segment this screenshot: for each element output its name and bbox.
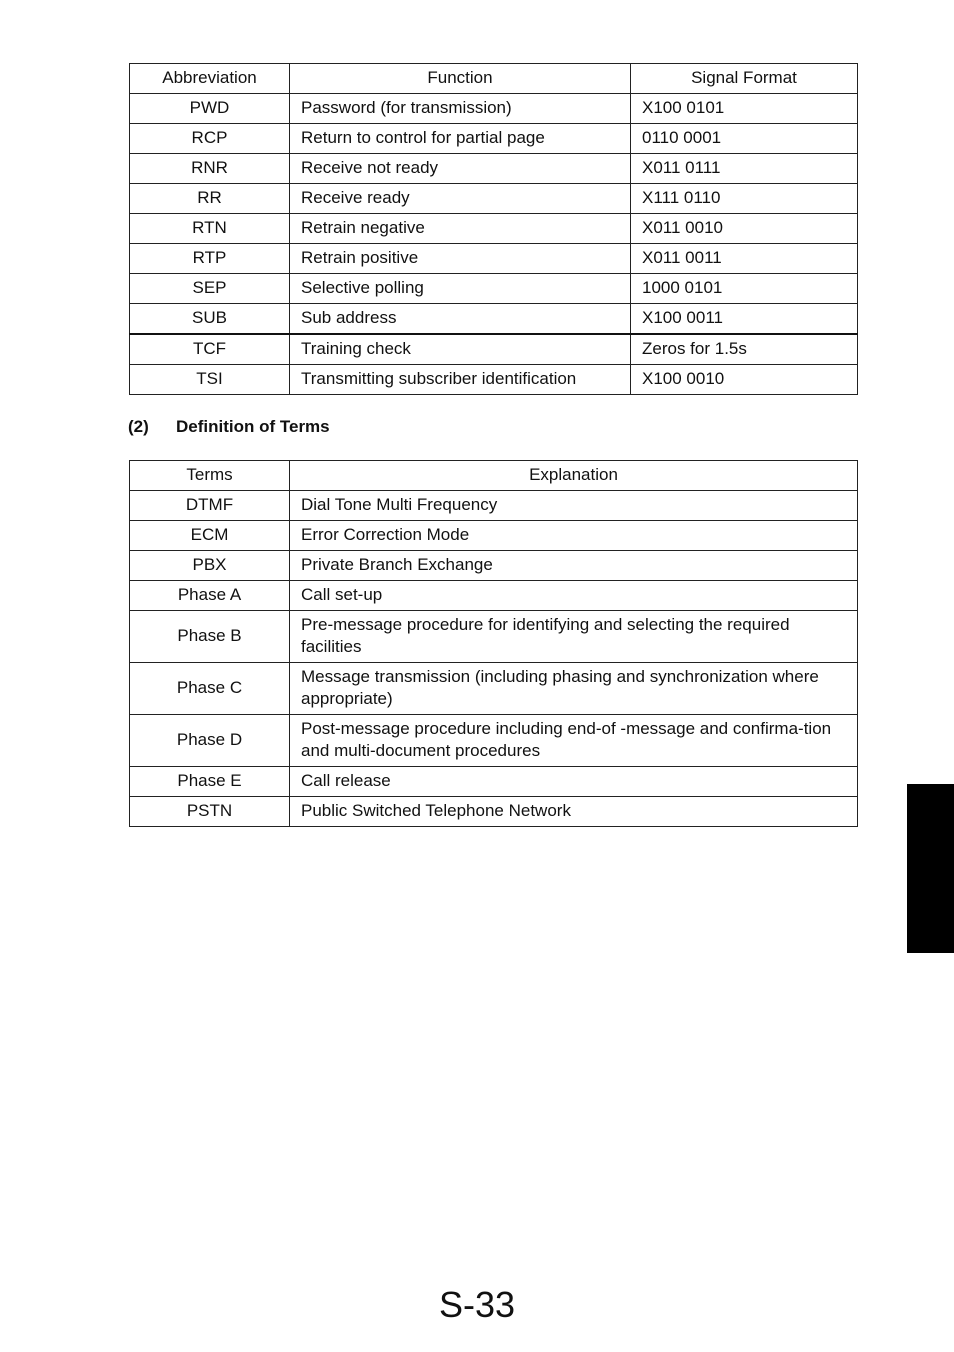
table-cell: 1000 0101 [631,274,858,304]
table-cell: Sub address [290,304,631,335]
table-row [130,94,858,124]
table-row [130,304,858,335]
table-cell: Call set-up [290,581,858,611]
table-cell: RNR [130,154,290,184]
column-header-signal-format: Signal Format [631,64,858,94]
table-row [130,767,858,797]
table-cell: X100 0101 [631,94,858,124]
table-cell: Receive ready [290,184,631,214]
column-header-explanation: Explanation [290,461,858,491]
abbreviation-table [129,63,858,395]
table-cell: RCP [130,124,290,154]
table-cell: Error Correction Mode [290,521,858,551]
table-cell: Public Switched Telephone Network [290,797,858,827]
terms-table [129,460,858,827]
table-cell: Phase D [130,715,290,767]
column-header-function: Function [290,64,631,94]
table-cell: DTMF [130,491,290,521]
table-row [130,244,858,274]
table-row [130,154,858,184]
table-row [130,124,858,154]
section-heading [128,417,330,437]
table-cell: Transmitting subscriber identification [290,365,631,395]
table-cell: Phase C [130,663,290,715]
section-tab-marker [907,784,954,953]
table-cell: ECM [130,521,290,551]
table-cell: PWD [130,94,290,124]
table-row [130,611,858,663]
table-cell: RTN [130,214,290,244]
table-cell: Retrain positive [290,244,631,274]
table-cell: Private Branch Exchange [290,551,858,581]
table-cell: Password (for transmission) [290,94,631,124]
table-cell: SUB [130,304,290,335]
table-cell: X011 0011 [631,244,858,274]
table-cell: Dial Tone Multi Frequency [290,491,858,521]
table-cell: X100 0011 [631,304,858,335]
table-cell: Selective polling [290,274,631,304]
table-cell: Pre-message procedure for identifying and selecting the required facilities [290,611,858,663]
table-row [130,214,858,244]
table-cell: Training check [290,334,631,365]
table-cell: Phase B [130,611,290,663]
table-header-row [130,461,858,491]
table-cell: RTP [130,244,290,274]
table-row [130,521,858,551]
table-cell: Retrain negative [290,214,631,244]
table-cell: Receive not ready [290,154,631,184]
table-cell: Post-message procedure including end-of -message and confirma-tion and multi-document procedures [290,715,858,767]
table-cell: Phase E [130,767,290,797]
table-cell: RR [130,184,290,214]
section-title: Definition of Terms [176,417,330,436]
table-row [130,274,858,304]
table-cell: Return to control for partial page [290,124,631,154]
table-cell: Zeros for 1.5s [631,334,858,365]
table-cell: X100 0010 [631,365,858,395]
table-row [130,365,858,395]
table-row [130,551,858,581]
table-cell: 0110 0001 [631,124,858,154]
table-row [130,715,858,767]
table-row [130,491,858,521]
table-cell: TSI [130,365,290,395]
section-number: (2) [128,417,149,436]
table-cell: X011 0010 [631,214,858,244]
table-cell: Phase A [130,581,290,611]
table-header-row [130,64,858,94]
column-header-terms: Terms [130,461,290,491]
table-cell: X111 0110 [631,184,858,214]
table-cell: PSTN [130,797,290,827]
table-cell: X011 0111 [631,154,858,184]
column-header-abbreviation: Abbreviation [130,64,290,94]
table-row [130,797,858,827]
table-cell: SEP [130,274,290,304]
page-number: S-33 [438,1284,516,1325]
table-cell: Call release [290,767,858,797]
table-row [130,184,858,214]
table-cell: TCF [130,334,290,365]
table-row [130,663,858,715]
table-cell: PBX [130,551,290,581]
table-row [130,581,858,611]
table-row [130,334,858,365]
table-cell: Message transmission (including phasing and synchronization where appropriate) [290,663,858,715]
